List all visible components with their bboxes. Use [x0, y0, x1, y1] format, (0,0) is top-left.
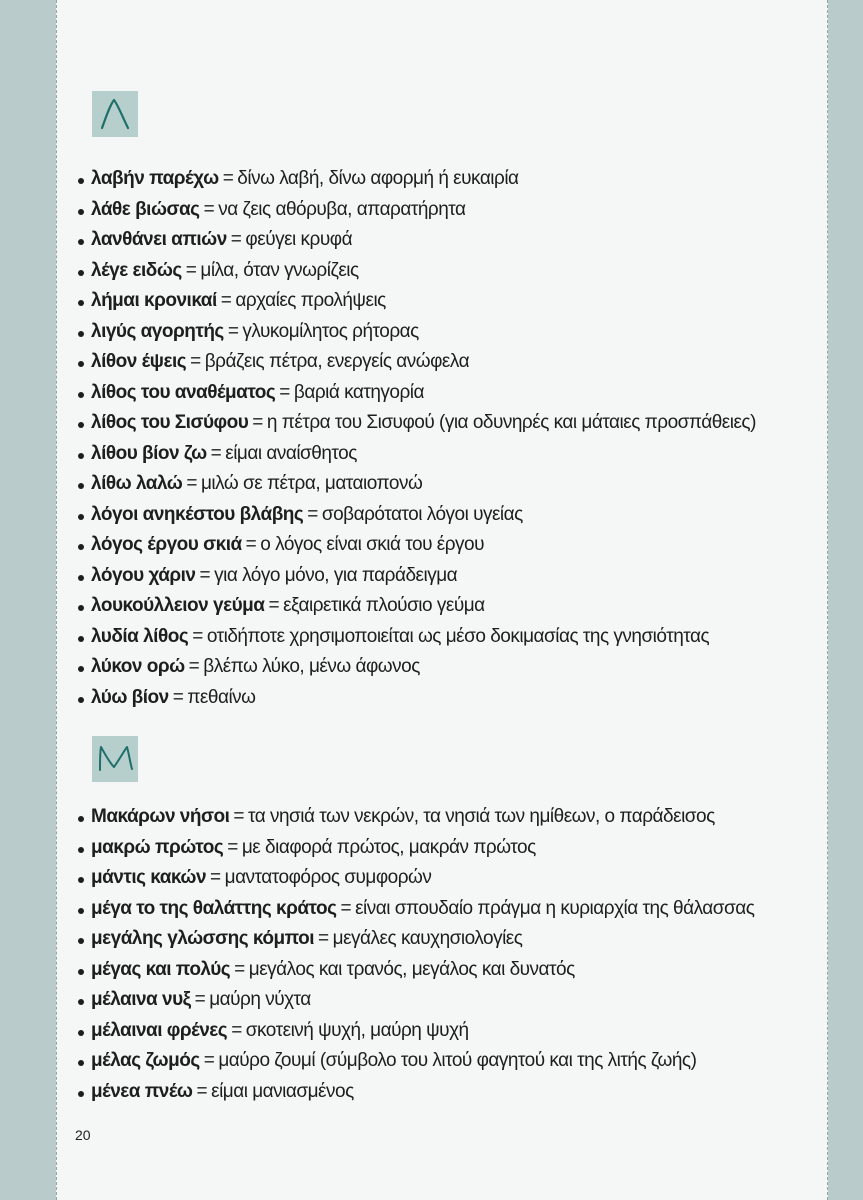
list-item: λίθος του αναθέματος = βαριά κατηγορία	[57, 378, 817, 409]
entry-term: μέλαινα νυξ	[91, 989, 191, 1010]
entry-meaning: είμαι αναίσθητος	[225, 442, 357, 464]
lambda-entries-list	[57, 164, 817, 713]
list-item: λόγοι ανηκέστου βλάβης = σοβαρότατοι λόγοι υγείας	[57, 500, 817, 531]
list-item: λίθος του Σισύφου = η πέτρα του Σισυφού (για οδυνηρές και μάταιες προσπάθειες)	[57, 408, 817, 439]
entry-term: λαβήν παρέχω	[91, 168, 219, 189]
entry-meaning: ο λόγος είναι σκιά του έργου	[260, 534, 485, 555]
entry-term: μέλας ζωμός	[91, 1050, 200, 1071]
entry-term: μέγας και πολύς	[91, 958, 231, 980]
entry-term: λουκούλλειον γεύμα	[91, 595, 265, 616]
entry-meaning: μίλα, όταν γνωρίζεις	[200, 259, 359, 281]
entry-term: λόγου χάριν	[91, 564, 196, 586]
entry-meaning: μιλώ σε πέτρα, ματαιοπονώ	[200, 473, 423, 494]
entry-term: λίθου βίον ζω	[91, 442, 207, 464]
entry-meaning: με διαφορά πρώτος, μακράν πρώτος	[241, 836, 536, 858]
list-item: μέγα το της θαλάττης κράτος = είναι σπουδαίο πράγμα η κυριαρχία της θάλασσας	[57, 894, 817, 925]
list-item: λύω βίον = πεθαίνω	[57, 683, 817, 714]
list-item: λέγε ειδώς = μίλα, όταν γνωρίζεις	[57, 256, 817, 287]
entry-meaning: γλυκομίλητος ρήτορας	[242, 320, 419, 342]
list-item: λυδία λίθος = οτιδήποτε χρησιμοποιείται ως μέσο δοκιμασίας της γνησιότητας	[57, 622, 817, 653]
entry-term: λήμαι κρονικαί	[91, 290, 217, 311]
entry-meaning: αρχαίες προλήψεις	[235, 290, 386, 311]
entry-term: λύω βίον	[91, 686, 169, 708]
lambda-glyph-icon	[92, 91, 138, 137]
entry-term: λιγύς αγορητής	[91, 320, 224, 342]
list-item: λίθου βίον ζω = είμαι αναίσθητος	[57, 439, 817, 470]
entry-meaning: για λόγο μόνο, για παράδειγμα	[214, 564, 458, 586]
entry-term: μεγάλης γλώσσης κόμποι	[91, 928, 315, 949]
list-item: λίθον έψεις = βράζεις πέτρα, ενεργείς ανώφελα	[57, 347, 817, 378]
entry-meaning: πεθαίνω	[187, 686, 256, 708]
entry-meaning: βαριά κατηγορία	[293, 381, 425, 403]
mu-entries-list	[57, 802, 817, 1107]
list-item: λήμαι κρονικαί = αρχαίες προλήψεις	[57, 286, 817, 317]
list-item: λόγου χάριν = για λόγο μόνο, για παράδειγμα	[57, 561, 817, 592]
entry-meaning: είμαι μανιασμένος	[211, 1080, 354, 1102]
entry-meaning: τα νησιά των νεκρών, τα νησιά των ημίθεων, ο παράδεισος	[247, 806, 715, 827]
entry-meaning: σκοτεινή ψυχή, μαύρη ψυχή	[245, 1019, 469, 1041]
entry-term: λόγοι ανηκέστου βλάβης	[91, 503, 304, 525]
list-item: λίθω λαλώ = μιλώ σε πέτρα, ματαιοπονώ	[57, 469, 817, 500]
entry-term: μέλαιναι φρένες	[91, 1019, 228, 1041]
list-item: λουκούλλειον γεύμα = εξαιρετικά πλούσιο γεύμα	[57, 591, 817, 622]
page	[56, 0, 828, 1200]
entry-meaning: είναι σπουδαίο πράγμα η κυριαρχία της θάλασσας	[355, 897, 755, 919]
entry-meaning: να ζεις αθόρυβα, απαρατήρητα	[218, 198, 466, 220]
list-item: μάντις κακών = μαντατοφόρος συμφορών	[57, 863, 817, 894]
entry-term: λύκον ορώ	[91, 656, 185, 677]
list-item: μακρώ πρώτος = με διαφορά πρώτος, μακράν πρώτος	[57, 833, 817, 864]
entry-term: λίθω λαλώ	[91, 473, 183, 494]
entry-term: λίθος του αναθέματος	[91, 381, 276, 403]
entry-meaning: σοβαρότατοι λόγοι υγείας	[321, 503, 523, 525]
entry-term: λόγος έργου σκιά	[91, 534, 242, 555]
entry-term: μάντις κακών	[91, 867, 207, 888]
list-item: λιγύς αγορητής = γλυκομίλητος ρήτορας	[57, 317, 817, 348]
entry-meaning: μεγάλος και τρανός, μεγάλος και δυνατός	[248, 958, 575, 980]
entry-meaning: δίνω λαβή, δίνω αφορμή ή ευκαιρία	[237, 168, 519, 189]
list-item: μέγας και πολύς = μεγάλος και τρανός, μεγάλος και δυνατός	[57, 955, 817, 986]
entry-term: μακρώ πρώτος	[91, 836, 224, 858]
mu-glyph-icon	[92, 736, 138, 782]
entry-meaning: βλέπω λύκο, μένω άφωνος	[203, 656, 420, 677]
entry-meaning: μαύρη νύχτα	[209, 989, 311, 1010]
entry-term: λίθον έψεις	[91, 351, 187, 372]
list-item: λόγος έργου σκιά = ο λόγος είναι σκιά του έργου	[57, 530, 817, 561]
entry-term: λέγε ειδώς	[91, 259, 182, 281]
entry-meaning: εξαιρετικά πλούσιο γεύμα	[283, 595, 485, 616]
list-item: λύκον ορώ = βλέπω λύκο, μένω άφωνος	[57, 652, 817, 683]
list-item: Μακάρων νήσοι = τα νησιά των νεκρών, τα νησιά των ημίθεων, ο παράδεισος	[57, 802, 817, 833]
list-item: μεγάλης γλώσσης κόμποι = μεγάλες καυχησιολογίες	[57, 924, 817, 955]
entry-term: Μακάρων νήσοι	[91, 806, 230, 827]
entry-term: λάθε βιώσας	[91, 198, 200, 220]
page-number: 20	[75, 1127, 91, 1143]
list-item: λάθε βιώσας = να ζεις αθόρυβα, απαρατήρητα	[57, 195, 817, 226]
entry-term: μέγα το της θαλάττης κράτος	[91, 897, 337, 919]
list-item: μέλαινα νυξ = μαύρη νύχτα	[57, 985, 817, 1016]
entry-meaning: φεύγει κρυφά	[245, 229, 353, 250]
entry-meaning: μαύρο ζουμί (σύμβολο του λιτού φαγητού και της λιτής ζωής)	[218, 1050, 697, 1071]
entry-meaning: οτιδήποτε χρησιμοποιείται ως μέσο δοκιμασίας της γνησιότητας	[206, 625, 710, 647]
list-item: λαβήν παρέχω = δίνω λαβή, δίνω αφορμή ή ευκαιρία	[57, 164, 817, 195]
list-item: λανθάνει απιών = φεύγει κρυφά	[57, 225, 817, 256]
entry-term: λυδία λίθος	[91, 625, 189, 647]
entry-term: λίθος του Σισύφου	[91, 412, 249, 433]
section-letter-lambda	[92, 91, 138, 137]
section-letter-mu	[92, 736, 138, 782]
entry-term: μένεα πνέω	[91, 1080, 193, 1102]
list-item: μένεα πνέω = είμαι μανιασμένος	[57, 1077, 817, 1108]
entry-meaning: μεγάλες καυχησιολογίες	[332, 928, 523, 949]
list-item: μέλαιναι φρένες = σκοτεινή ψυχή, μαύρη ψυχή	[57, 1016, 817, 1047]
entry-term: λανθάνει απιών	[91, 229, 227, 250]
entry-meaning: η πέτρα του Σισυφού (για οδυνηρές και μάταιες προσπάθειες)	[266, 412, 756, 433]
entry-meaning: βράζεις πέτρα, ενεργείς ανώφελα	[204, 351, 470, 372]
entry-meaning: μαντατοφόρος συμφορών	[224, 867, 432, 888]
list-item: μέλας ζωμός = μαύρο ζουμί (σύμβολο του λιτού φαγητού και της λιτής ζωής)	[57, 1046, 817, 1077]
